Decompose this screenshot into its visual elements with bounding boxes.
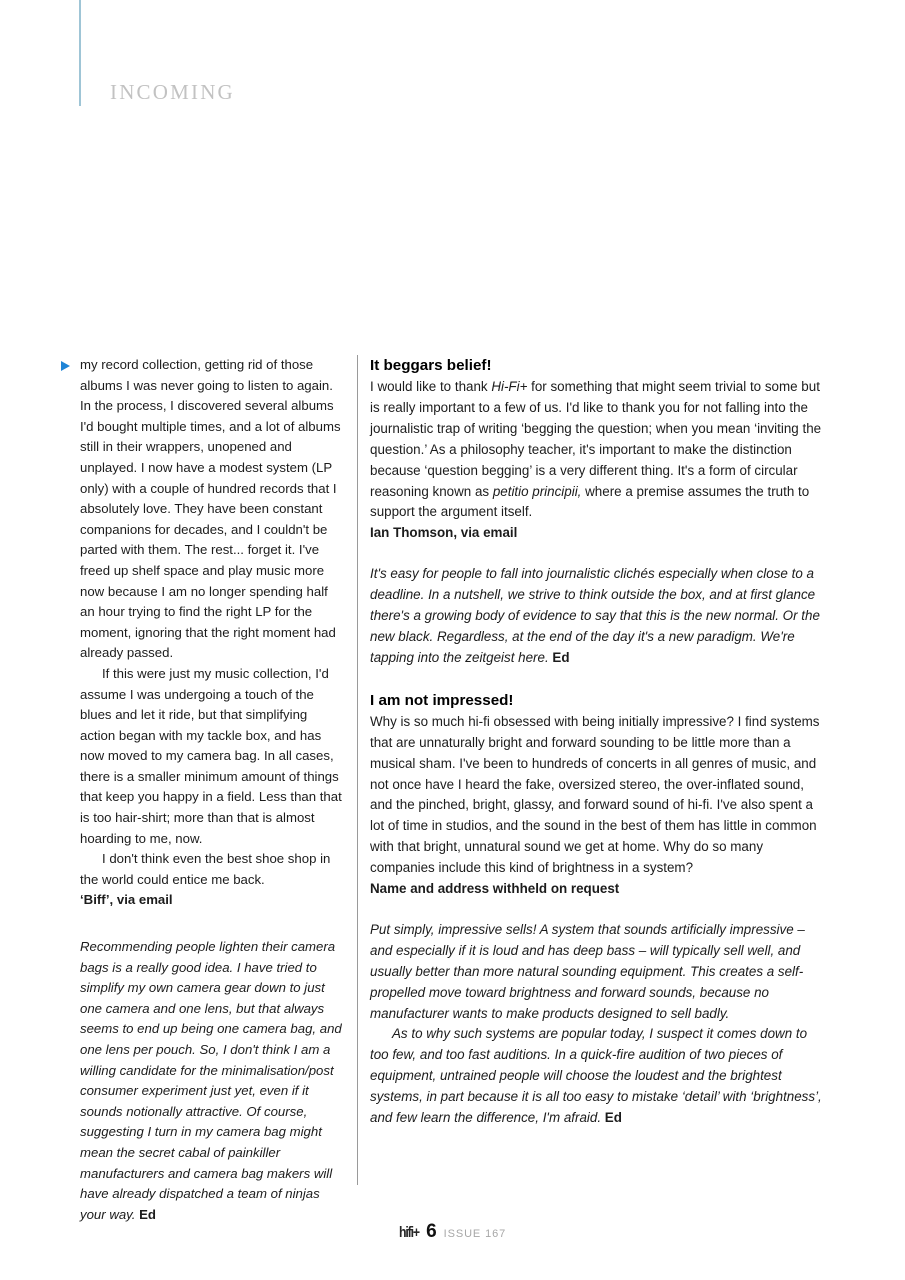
editor-reply bbox=[370, 564, 825, 669]
editor-reply bbox=[370, 1024, 825, 1129]
page-title: INCOMING bbox=[110, 80, 235, 104]
letter-heading-beggars-belief: It beggars belief! bbox=[370, 357, 492, 374]
editor-reply-text: Recommending people lighten their camera bags is a really good idea. I have tried to simplify my own camera gear down to just one camera and one lens, but that always seems to end up being one camera bag, and one lens per pouch. So, I don't think I am a willing candidate for the minimalisation/post consumer experiment just yet, even if it sounds notionally attractive. Of course, suggesting I turn in my camera bag might mean the secret cabal of painkiller manufacturers and camera bag makers will have already dispatched a team of ninjas your way. bbox=[80, 939, 342, 1222]
editor-reply bbox=[80, 937, 344, 1225]
spacer bbox=[370, 544, 825, 564]
paragraph: my record collection, getting rid of those albums I was never going to listen to again. In the process, I discovered several albums I'd bought multiple times, and a lot of albums still in their wrappers, unopened and unplayed. I now have a modest system (LP only) with a couple of hundred records that I absolutely love. They have been constant companions for decades, and I couldn't be parted with them. The rest... forget it. I've freed up shelf space and play music more now because I am no longer spending half an hour trying to find the right LP for the moment, ignoring that the right moment had already passed. bbox=[80, 357, 341, 661]
magazine-name: Hi-Fi+ bbox=[491, 379, 528, 394]
page-footer bbox=[0, 1221, 905, 1243]
hifi-plus-logo: hifi+ bbox=[398, 1224, 419, 1241]
page-number: 6 bbox=[426, 1221, 437, 1242]
editor-reply-text: As to why such systems are popular today, I suspect it comes down to too few, and too fast auditions. In a quick-fire audition of two pieces of equipment, untrained people will choose the loudest and the brightest systems, in part because it is all too easy to mistake ‘detail’ with ‘brightness’, and few learn the difference, I'm afraid. bbox=[370, 1026, 822, 1126]
letter-attribution: Ian Thomson, via email bbox=[370, 525, 518, 541]
letter-attribution: ‘Biff’, via email bbox=[80, 892, 173, 908]
left-column bbox=[80, 355, 344, 1225]
paragraph bbox=[370, 377, 825, 523]
right-column bbox=[370, 355, 825, 1129]
spacer bbox=[80, 911, 344, 937]
paragraph: I don't think even the best shoe shop in the world could entice me back. bbox=[80, 851, 331, 887]
editor-signature: Ed bbox=[552, 649, 570, 665]
text-run: I would like to thank bbox=[370, 379, 492, 394]
letter-attribution: Name and address withheld on request bbox=[370, 881, 620, 897]
editor-reply-text: It's easy for people to fall into journalistic clichés especially when close to a deadline. In a nutshell, we strive to think outside the box, and at first glance there's a growing body of evidence to say that this is the new normal. Or the new black. Regardless, at the end of the day it's a new paradigm. We're tapping into the zeitgeist here. bbox=[370, 566, 820, 665]
latin-phrase: petitio principii, bbox=[492, 483, 582, 499]
issue-number: ISSUE 167 bbox=[443, 1228, 507, 1240]
text-run: for something that might seem trivial to some but is really important to a few of us. I'd like to thank you for not falling into the journalistic trap of writing ‘begging the question; when you mean ‘inviting the question.’ As a philosophy teacher, it's important to make the distinction because ‘question begging’ is a very different thing. It's a form of circular reasoning known as bbox=[370, 379, 822, 499]
letter-heading-not-impressed: I am not impressed! bbox=[370, 691, 514, 709]
article-body bbox=[0, 355, 905, 1222]
editor-reply: Put simply, impressive sells! A system that sounds artificially impressive – and especially if it is loud and has deep bass – will typically sell well, and usually better than more natural sounding equipment. This creates a self-propelled move toward brightness and forward sounds, because no manufacturer wants to make products designed to sell badly. bbox=[370, 921, 805, 1021]
editor-signature: Ed bbox=[604, 1110, 622, 1126]
masthead-accent-rule bbox=[79, 0, 81, 106]
editor-signature: Ed bbox=[139, 1206, 156, 1222]
paragraph: Why is so much hi-fi obsessed with being initially impressive? I find systems that are unnaturally bright and forward sounding to be little more than a musical sham. I've been to hundreds of concerts in all genres of music, and not once have I heard the fake, oversized stereo, the over-inflated sound, and the pinched, bright, glassy, and forward sound of hi-fi. I've also spent a lot of time in studios, and the sound in the best of them has little in common with that bright, unnatural sound we get at home. Why do so many companies include this kind of brightness in a system? bbox=[370, 713, 820, 876]
text-run: where a premise assumes the truth to support the argument itself. bbox=[370, 483, 810, 520]
column-divider bbox=[357, 355, 358, 1185]
spacer bbox=[370, 900, 825, 920]
paragraph: If this were just my music collection, I'd assume I was undergoing a touch of the blues and let it ride, but that simplifying action began with my tackle box, and has now moved to my camera bag. In all cases, there is a smaller minimum amount of things that keep you happy in a field. Less than that is too hair-shirt; more than that is almost hoarding to me, now. bbox=[80, 665, 342, 846]
triangle-right-icon bbox=[61, 361, 70, 371]
